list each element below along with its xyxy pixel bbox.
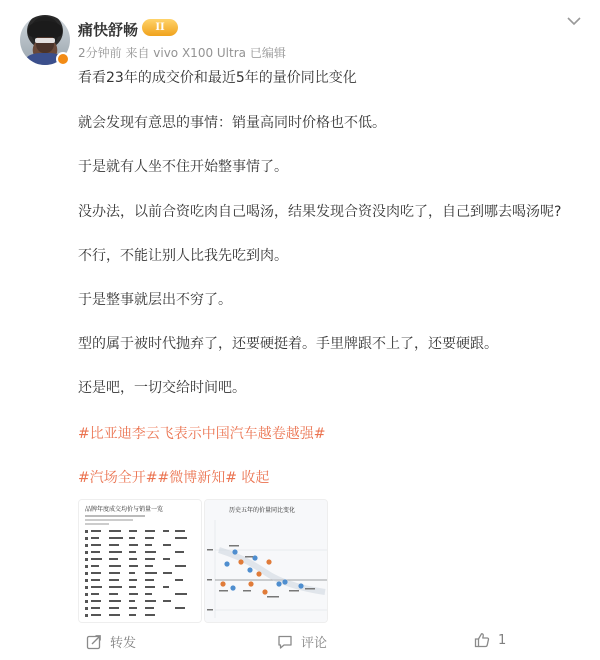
post-image-chart[interactable]	[204, 499, 328, 623]
hashtag-link[interactable]: #微博新知#	[157, 470, 237, 486]
post-text-line: 于是就有人坐不住开始整事情了。	[78, 159, 288, 175]
hashtag-link[interactable]: #比亚迪李云飞表示中国汽车越卷越强#	[78, 426, 326, 442]
chevron-down-icon[interactable]	[566, 12, 582, 24]
post-text-line: 没办法，以前合资吃肉自己喝汤，结果发现合资没肉吃了，自己到哪去喝汤呢?	[78, 204, 562, 220]
author-name[interactable]: 痛快舒畅	[78, 21, 139, 39]
avatar-hat	[28, 21, 62, 37]
post-text-line: 不行，不能让别人比我先吃到肉。	[78, 248, 288, 264]
thumbs-up-icon	[474, 632, 490, 648]
image-title: 品牌年度成交均价与销量一览	[85, 506, 164, 513]
hashtag-line	[78, 424, 325, 444]
post-action-bar	[0, 628, 600, 656]
hashtag-line	[78, 468, 269, 488]
post-text-line: 于是整事就层出不穷了。	[78, 292, 232, 308]
post-image-table[interactable]	[78, 499, 202, 623]
hashtag-link[interactable]: #汽场全开#	[78, 470, 158, 486]
post-text-line: 还是吧，一切交给时间吧。	[78, 380, 246, 396]
comment-icon	[277, 634, 293, 650]
post-text-line: 看看23年的成交价和最近5年的量价同比变化	[78, 70, 357, 86]
post-meta: 2分钟前 来自 vivo X100 Ultra 已编辑	[78, 46, 286, 60]
user-level-badge[interactable]: II	[142, 19, 178, 36]
verified-badge-icon	[56, 52, 70, 66]
scatter-chart-image	[205, 500, 328, 623]
table-image	[79, 500, 202, 623]
like-count: 1	[498, 632, 507, 648]
post-text-line: 型的属于被时代抛弃了，还要硬挺着。手里牌跟不上了，还要硬跟。	[78, 336, 498, 352]
collapse-link[interactable]: 收起	[236, 470, 270, 486]
avatar-glasses	[35, 38, 55, 43]
image-title: 历史五年的价量同比变化	[229, 507, 296, 514]
comment-label: 评论	[301, 636, 328, 651]
like-button[interactable]	[474, 632, 506, 648]
comment-button[interactable]	[277, 632, 327, 651]
repost-label: 转发	[110, 636, 137, 651]
post-text-line: 就会发现有意思的事情：销量高同时价格也不低。	[78, 115, 386, 131]
repost-button[interactable]	[86, 632, 136, 651]
repost-icon	[86, 634, 102, 650]
